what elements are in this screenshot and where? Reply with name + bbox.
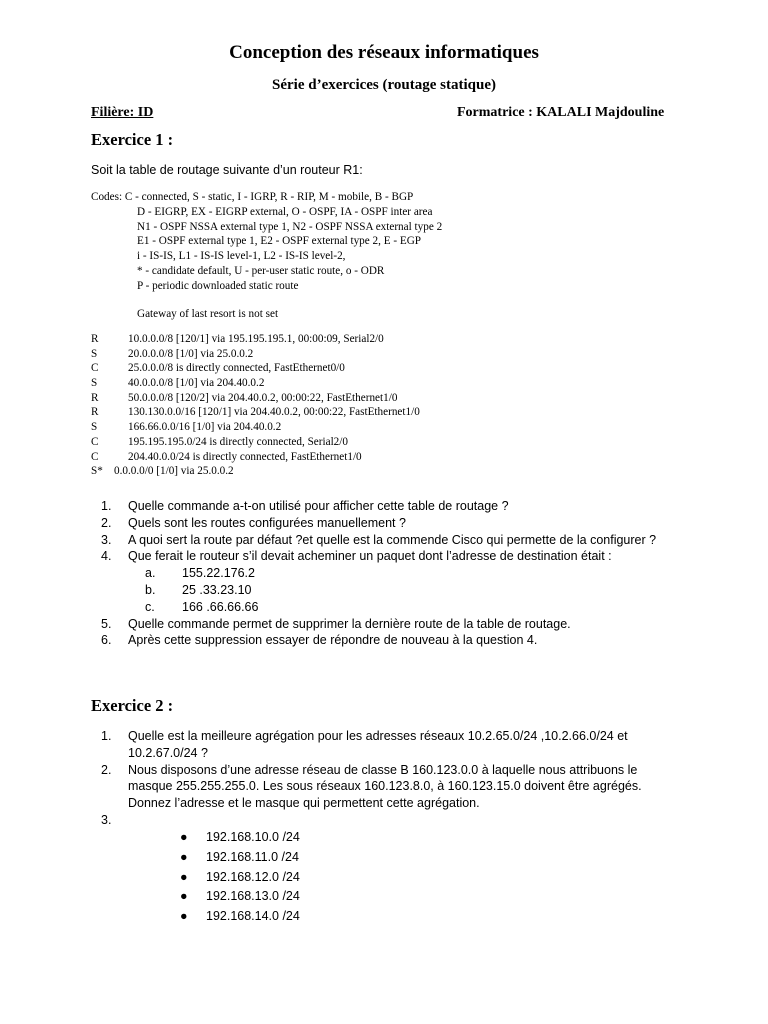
question-number: 6. [101,633,112,648]
question-text: Après cette suppression essayer de répondre de nouveau à la question 4. [128,633,538,648]
question-text: Quelle est la meilleure agrégation pour les adresses réseaux 10.2.65.0/24 ,10.2.66.0/24 et 10.2.67.0/24 ? [128,729,628,760]
network-item [178,907,300,927]
exercise-2-questions [101,728,681,827]
address-item [101,565,681,582]
route-code: R [91,391,99,404]
route-text: 130.130.0.0/16 [120/1] via 204.40.0.2, 00:00:22, FastEthernet1/0 [128,406,420,419]
filiere-label: Filière: ID [91,105,154,120]
codes-line: * - candidate default, U - per-user static route, o - ODR [137,264,385,277]
question-number: 2. [101,762,112,777]
network-address: 192.168.10.0 /24 [206,830,300,844]
routing-codes-legend [91,190,442,321]
question-text: Quelle commande permet de supprimer la dernière route de la table de routage. [128,616,571,631]
bullet-icon: ● [180,830,188,844]
address-item [101,599,681,616]
question-item [101,515,681,532]
question-number: 3. [101,532,112,547]
gateway-of-last-resort: Gateway of last resort is not set [137,307,279,320]
question-item [101,548,681,565]
question-number: 5. [101,616,112,631]
address-value: 166 .66.66.66 [182,599,259,614]
route-code: S* [91,465,103,478]
network-item [178,868,300,888]
route-code: C [91,450,99,463]
route-code: R [91,333,99,345]
route-code: C [91,362,99,375]
network-item [178,828,300,848]
route-text: 40.0.0.0/8 [1/0] via 204.40.0.2 [128,377,265,390]
question-item [101,632,681,649]
question-text: A quoi sert la route par défaut ?et quelle est la commende Cisco qui permette de la configurer ? [128,532,657,547]
route-code: R [91,406,99,419]
network-item [178,848,300,868]
question-number: 4. [101,549,112,564]
network-address: 192.168.13.0 /24 [206,889,300,904]
question-number: 2. [101,515,112,530]
codes-line: N1 - OSPF NSSA external type 1, N2 - OSPF NSSA external type 2 [137,220,443,233]
route-text: 166.66.0.0/16 [1/0] via 204.40.0.2 [128,421,282,434]
question-item [101,532,681,549]
bullet-icon: ● [180,849,188,864]
question-item [101,728,681,762]
route-text: 10.0.0.0/8 [120/1] via 195.195.195.1, 00:00:09, Serial2/0 [128,333,384,345]
route-text: 204.40.0.0/24 is directly connected, FastEthernet1/0 [128,450,362,463]
exercise-1-questions [101,498,681,649]
exercise-1-heading: Exercice 1 : [91,130,174,149]
address-letter: a. [145,566,156,581]
document-subtitle: Série d’exercices (routage statique) [272,77,496,93]
route-text: 50.0.0.0/8 [120/2] via 204.40.0.2, 00:00:22, FastEthernet1/0 [128,391,398,404]
address-value: 155.22.176.2 [182,566,255,581]
route-text: 195.195.195.0/24 is directly connected, Serial2/0 [128,435,348,448]
network-address: 192.168.11.0 /24 [206,849,299,864]
codes-line: D - EIGRP, EX - EIGRP external, O - OSPF, IA - OSPF inter area [137,205,433,218]
question-number: 1. [101,729,112,743]
question-item [101,498,681,515]
question-text: Quels sont les routes configurées manuellement ? [128,515,406,530]
network-address: 192.168.12.0 /24 [206,869,300,884]
address-item [101,582,681,599]
codes-line: i - IS-IS, L1 - IS-IS level-1, L2 - IS-IS level-2, [137,250,346,263]
network-list [178,828,300,927]
question-text: Nous disposons d’une adresse réseau de classe B 160.123.0.0 à laquelle nous attribuons le masque 255.255.255.0. Les sous réseaux 160.123.8.0, à 160.123.15.0 doivent être agrégés. Donnez l’adresse et le masque qui permettent cette agrégation. [128,762,642,811]
route-code: S [91,421,98,434]
document-title: Conception des réseaux informatiques [229,42,539,63]
address-letter: c. [145,599,155,614]
codes-line: P - periodic downloaded static route [137,279,299,292]
route-code: S [91,347,98,360]
codes-line: Codes: C - connected, S - static, I - IGRP, R - RIP, M - mobile, B - BGP [91,191,414,203]
question-number: 1. [101,499,112,513]
network-item [178,887,300,907]
address-value: 25 .33.23.10 [182,582,252,597]
route-code: S [91,377,98,390]
network-address: 192.168.14.0 /24 [206,909,300,924]
address-letter: b. [145,582,156,597]
formatrice-label: Formatrice : KALALI Majdouline [457,105,665,120]
codes-line: E1 - OSPF external type 1, E2 - OSPF external type 2, E - EGP [137,235,422,248]
route-text: 0.0.0.0/0 [1/0] via 25.0.0.2 [114,465,234,478]
bullet-icon: ● [180,869,188,884]
question-text: Que ferait le routeur s’il devait acheminer un paquet dont l’adresse de destination était : [128,549,612,564]
question-text: Quelle commande a-t-on utilisé pour afficher cette table de routage ? [128,499,509,513]
bullet-icon: ● [180,889,188,904]
exercise-1-intro: Soit la table de routage suivante d’un routeur R1: [91,163,363,177]
question-item [101,762,681,812]
route-code: C [91,435,99,448]
route-text: 25.0.0.0/8 is directly connected, FastEthernet0/0 [128,362,345,375]
exercise-2-heading: Exercice 2 : [91,696,174,715]
question-item [101,616,681,633]
route-text: 20.0.0.0/8 [1/0] via 25.0.0.2 [128,347,254,360]
question-number: 3. [101,812,112,827]
bullet-icon: ● [180,909,188,924]
